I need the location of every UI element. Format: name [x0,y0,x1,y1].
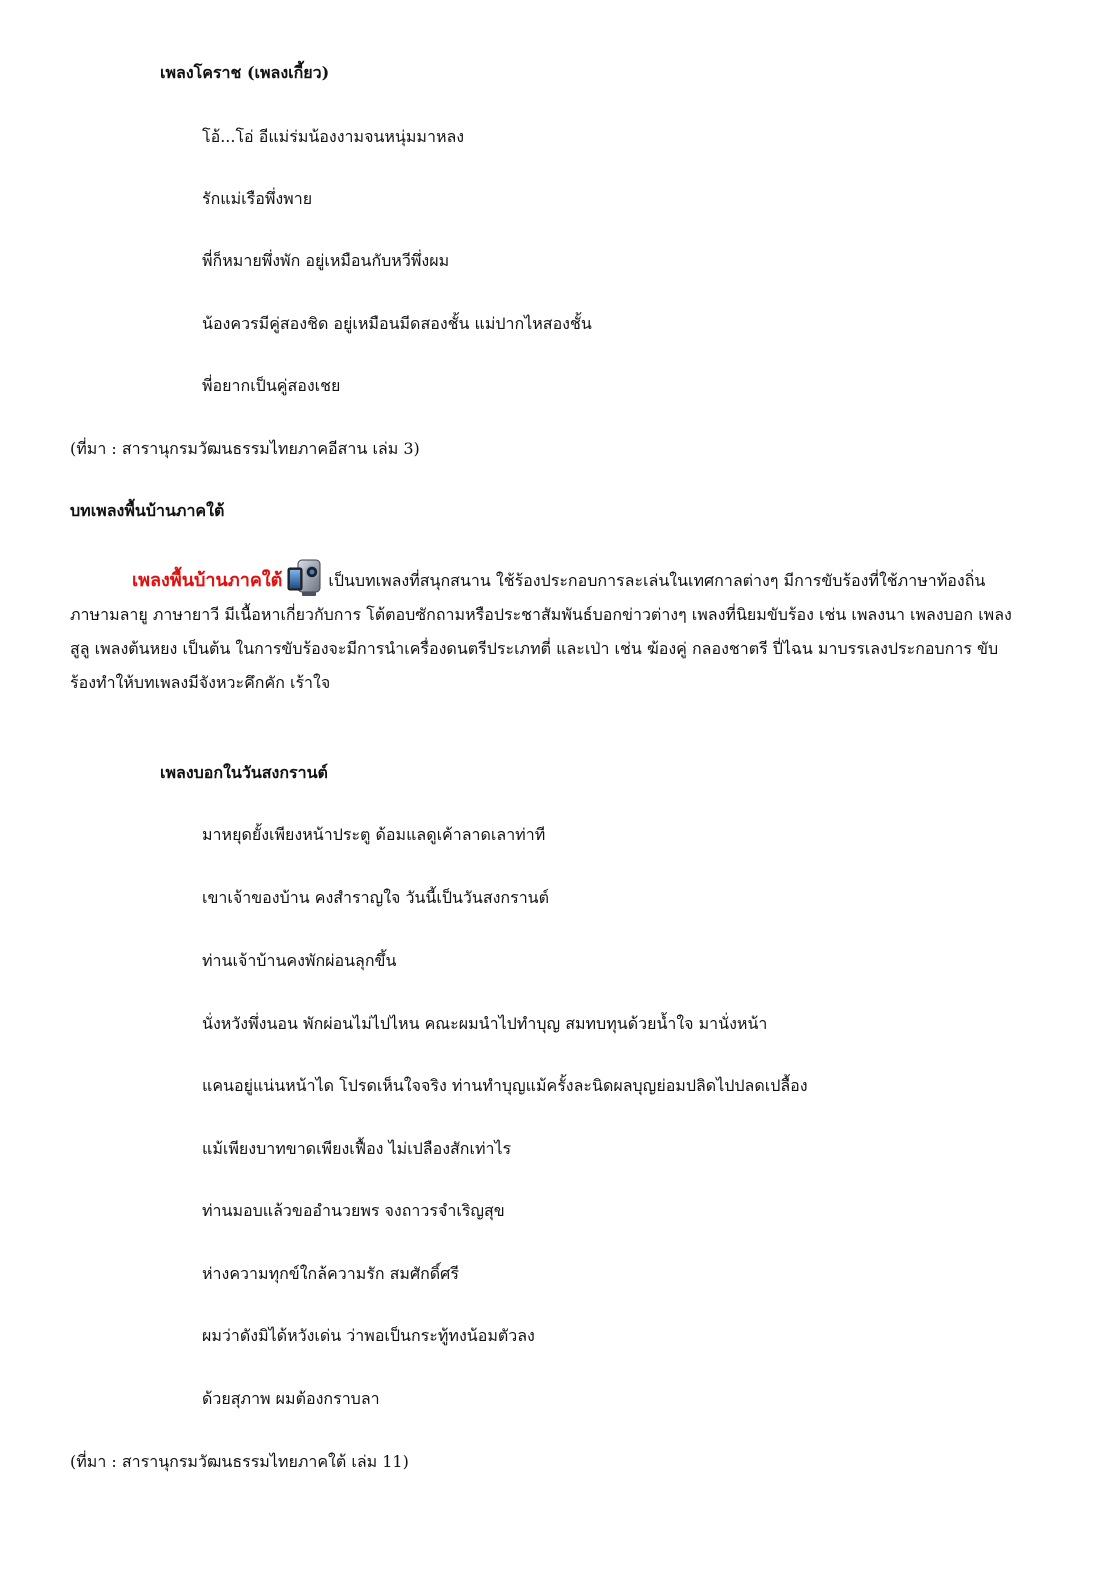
paragraph-line: สูลู เพลงต้นหยง เป็นต้น ในการขับร้องจะมีการนำเครื่องดนตรีประเภทตี่ และเป่า เช่น ฆ้องคู่ กลองชาตรี ปี่ไฉน มาบรรเลงประกอบการ ขับ [70,639,999,658]
section-heading: บทเพลงพื้นบ้านภาคใต้ [70,501,225,520]
source-citation: (ที่มา : สารานุกรมวัฒนธรรมไทยภาคอีสาน เล่ม 3) [70,439,420,458]
intro-title-link[interactable]: เพลงพื้นบ้านภาคใต้ [132,570,283,591]
song-title-songkran: เพลงบอกในวันสงกรานต์ [160,763,328,782]
video-camera-icon[interactable] [286,558,324,598]
verse-line: พี่อยากเป็นคู่สองเชย [202,376,341,395]
paragraph-first-line [70,558,1048,598]
verse-line: พี่ก็หมายพึ่งพัก อยู่เหมือนกับหวีพึ่งผม [202,251,450,270]
verse-line: ด้วยสุภาพ ผมต้องกราบลา [202,1389,380,1408]
paragraph-line: ภาษามลายู ภาษายาวี มีเนื้อหาเกี่ยวกับการ โต้ตอบซักถามหรือประชาสัมพันธ์บอกข่าวต่างๆ เพลงที่นิยมขับร้อง เช่น เพลงนา เพลงบอก เพลง [70,605,1012,624]
paragraph-text: เป็นบทเพลงที่สนุกสนาน ใช้ร้องประกอบการละเล่นในเทศกาลต่างๆ มีการขับร้องที่ใช้ภาษาท้องถิ่น [328,571,986,590]
verse-line: มาหยุดยั้งเพียงหน้าประตู ด้อมแลดูเค้าลาดเลาท่าที [202,825,546,844]
verse-line: แคนอยู่แน่นหน้าได โปรดเห็นใจจริง ท่านทำบุญแม้ครั้งละนิดผลบุญย่อมปลิดไปปลดเปลื้อง [202,1076,808,1095]
verse-line: แม้เพียงบาทขาดเพียงเฟื้อง ไม่เปลืองสักเท่าไร [202,1139,512,1158]
song-title-korat: เพลงโคราช (เพลงเกี้ยว) [160,63,330,82]
verse-line: น้องควรมีคู่สองชิด อยู่เหมือนมีดสองชั้น แม่ปากไหสองชั้น [202,314,592,333]
intro-paragraph [70,558,1048,700]
verse-line: นั่งหวังพึ่งนอน พักผ่อนไม่ไปไหน คณะผมนำไปทำบุญ สมทบทุนด้วยน้ำใจ มานั่งหน้า [202,1014,768,1033]
verse-line: รักแม่เรือพึ่งพาย [202,189,313,208]
verse-line: ท่านเจ้าบ้านคงพักผ่อนลุกขึ้น [202,951,397,970]
paragraph-line: ร้องทำให้บทเพลงมีจังหวะคึกคัก เร้าใจ [70,673,331,692]
verse-line: ท่านมอบแล้วขออำนวยพร จงถาวรจำเริญสุข [202,1201,505,1220]
verse-line: โอ้...โอ่ อีแม่ร่มน้องงามจนหนุ่มมาหลง [202,127,465,146]
verse-line: ผมว่าดังมิได้หวังเด่น ว่าพอเป็นกระทู้ทงน้อมตัวลง [202,1326,535,1345]
source-citation: (ที่มา : สารานุกรมวัฒนธรรมไทยภาคใต้ เล่ม 11) [70,1452,409,1471]
verse-line: ห่างความทุกข์ใกล้ความรัก สมศักดิ์ศรี [202,1264,459,1283]
verse-line: เขาเจ้าของบ้าน คงสำราญใจ วันนี้เป็นวันสงกรานต์ [202,888,550,907]
